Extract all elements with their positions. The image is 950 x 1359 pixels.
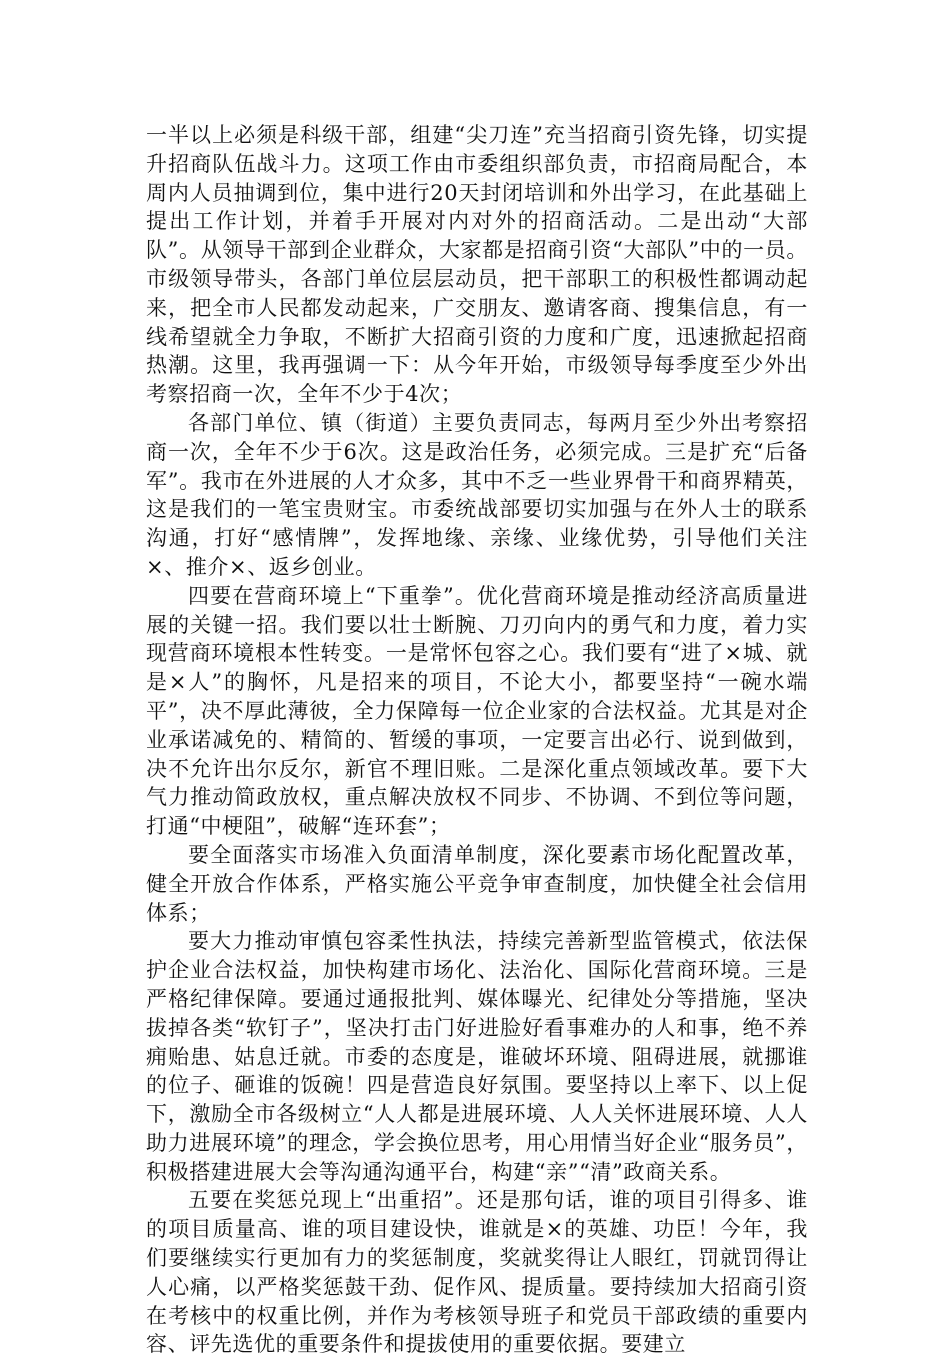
paragraph-2: 各部门单位、镇（街道）主要负责同志，每两月至少外出考察招商一次，全年不少于6次。这是政治任务，必须完成。三是扩充“后备军”。我市在外进展的人才众多，其中不乏一些业界骨干和商界精英，这是我们的一笔宝贵财宝。市委统战部要切实加强与在外人士的联系沟通，打好“感情牌”，发挥地缘、亲缘、业缘优势，引导他们关注×、推介×、返乡创业。 (146, 410, 808, 579)
paragraph-4: 要全面落实市场准入负面清单制度，深化要素市场化配置改革，健全开放合作体系，严格实施公平竞争审查制度，加快健全社会信用体系； (146, 842, 808, 925)
paragraph-1: 一半以上必须是科级干部，组建“尖刀连”充当招商引资先锋，切实提升招商队伍战斗力。这项工作由市委组织部负责，市招商局配合，本周内人员抽调到位，集中进行20天封闭培训和外出学习，在此基础上提出工作计划，并着手开展对内对外的招商活动。二是出动“大部队”。从领导干部到企业群众，大家都是招商引资“大部队”中的一员。市级领导带头，各部门单位层层动员，把干部职工的积极性都调动起来，把全市人民都发动起来，广交朋友、邀请客商、搜集信息，有一线希望就全力争取，不断扩大招商引资的力度和广度，迅速掀起招商热潮。这里，我再强调一下：从今年开始，市级领导每季度至少外出考察招商一次，全年不少于4次； (146, 123, 808, 407)
paragraph-5: 要大力推动审慎包容柔性执法，持续完善新型监管模式，依法保护企业合法权益，加快构建市场化、法治化、国际化营商环境。三是严格纪律保障。要通过通报批判、媒体曝光、纪律处分等措施，坚决拔掉各类“软钉子”，坚决打击门好进脸好看事难办的人和事，绝不养痈贻患、姑息迁就。市委的态度是，谁破坏环境、阻碍进展，就挪谁的位子、砸谁的饭碗！四是营造良好氛围。要坚持以上率下、以上促下，激励全市各级树立“人人都是进展环境、人人关怀进展环境、人人助力进展环境”的理念，学会换位思考，用心用情当好企业“服务员”，积极搭建进展大会等沟通沟通平台，构建“亲”“清”政商关系。 (146, 929, 808, 1184)
paragraph-6: 五要在奖惩兑现上“出重招”。还是那句话，谁的项目引得多、谁的项目质量高、谁的项目建设快，谁就是×的英雄、功臣！今年，我们要继续实行更加有力的奖惩制度，奖就奖得让人眼红，罚就罚得让人心痛，以严格奖惩鼓干劲、促作风、提质量。要持续加大招商引资在考核中的权重比例，并作为考核领导班子和党员干部政绩的重要内容、评先选优的重要条件和提拔使用的重要依据。要建立 (146, 1188, 808, 1357)
document-body (146, 121, 808, 1359)
paragraph-3: 四要在营商环境上“下重拳”。优化营商环境是推动经济高质量进展的关键一招。我们要以壮士断腕、刀刃向内的勇气和力度，着力实现营商环境根本性转变。一是常怀包容之心。我们要有“进了×城、就是×人”的胸怀，凡是招来的项目，不论大小，都要坚持“一碗水端平”，决不厚此薄彼，全力保障每一位企业家的合法权益。尤其是对企业承诺减免的、精简的、暂缓的事项，一定要言出必行、说到做到，决不允许出尔反尔，新官不理旧账。二是深化重点领域改革。要下大气力推动简政放权，重点解决放权不同步、不协调、不到位等问题，打通“中梗阻”，破解“连环套”； (146, 583, 808, 839)
